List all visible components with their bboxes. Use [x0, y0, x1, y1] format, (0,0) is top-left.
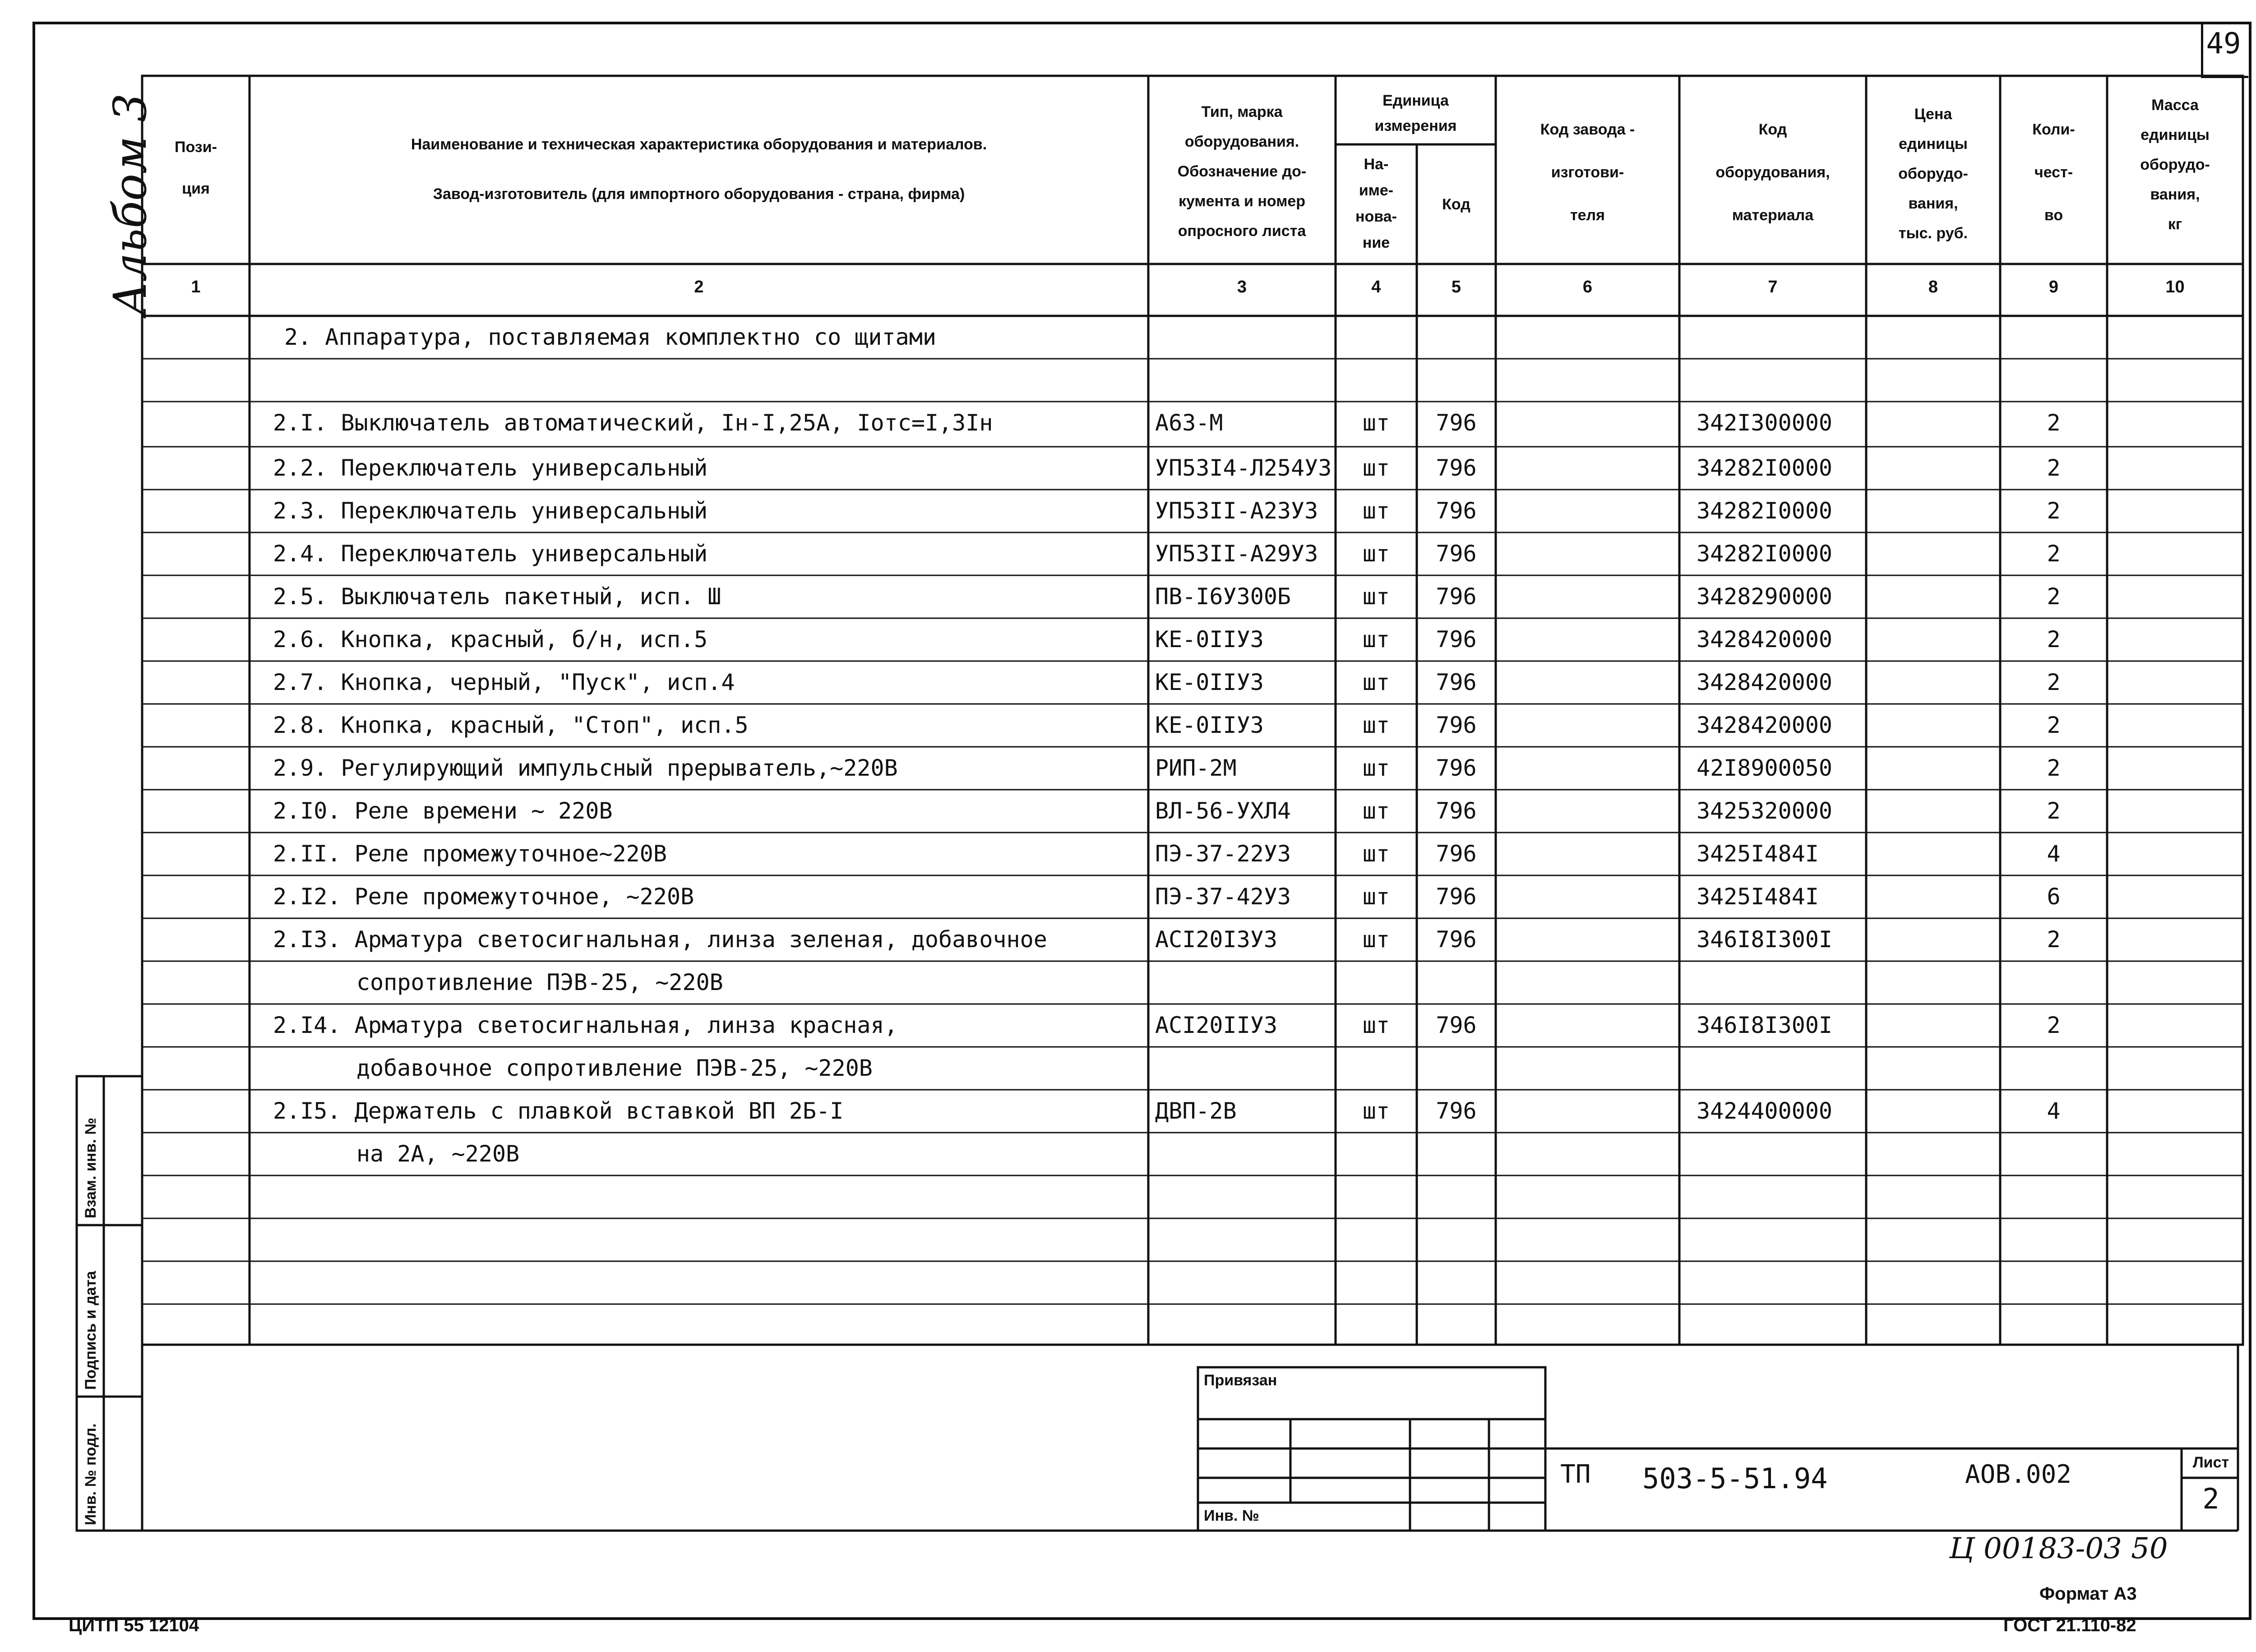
header-col-3 [1148, 97, 1336, 246]
title-block-project-code: 503-5-51.94 [1642, 1462, 1828, 1495]
row-5-material-code: 3428290000 [1697, 583, 1833, 610]
row-15-quantity: 4 [2047, 1098, 2061, 1124]
row-5-unit-code: 796 [1436, 583, 1477, 610]
row-4-name: 2.4. Переключатель универсальный [273, 541, 708, 567]
col-number-8: 8 [1928, 278, 1938, 296]
row-5-type: ПВ-I6У300Б [1155, 583, 1291, 610]
header-col-8-line-2: единицы [1899, 135, 1968, 153]
row-1-quantity: 2 [2047, 410, 2061, 436]
row-12-unit: шт [1362, 884, 1390, 910]
header-col-5: Код [1442, 196, 1470, 213]
col-number-3: 3 [1237, 278, 1247, 296]
row-11-quantity: 4 [2047, 841, 2061, 867]
section-title: 2. Аппаратура, поставляемая комплектно со щитами [284, 324, 936, 350]
col-number-5: 5 [1451, 278, 1461, 296]
header-col-9-line-1: Коли- [2032, 121, 2075, 138]
row-1-unit-code: 796 [1436, 410, 1477, 436]
header-col-2-line-2: Завод-изготовитель (для импортного оборудования - страна, фирма) [433, 185, 965, 203]
header-unit-group-line-2: измерения [1374, 117, 1457, 134]
row-4-quantity: 2 [2047, 541, 2061, 567]
row-5-quantity: 2 [2047, 583, 2061, 610]
header-col-3-line-5: опросного листа [1178, 222, 1306, 240]
row-9-name: 2.9. Регулирующий импульсный прерыватель,~220В [273, 755, 898, 781]
row-1-unit: шт [1362, 410, 1390, 436]
col-number-1: 1 [191, 278, 201, 296]
row-10-type: ВЛ-56-УХЛ4 [1155, 798, 1291, 824]
header-col-7 [1679, 108, 1866, 237]
citp-label: ЦИТП 55 12104 [69, 1615, 199, 1635]
title-block-doc-code: АОВ.002 [1965, 1460, 2072, 1489]
row-14-name-cont: добавочное сопротивление ПЭВ-25, ~220В [356, 1055, 873, 1081]
row-14-unit: шт [1362, 1012, 1390, 1038]
row-3-type: УП53II-А23У3 [1155, 498, 1318, 524]
format-label: Формат А3 [2039, 1584, 2137, 1604]
row-10-name: 2.I0. Реле времени ~ 220В [273, 798, 613, 824]
header-col-4-line-4: ние [1362, 234, 1390, 251]
stamp-inv-podl: Инв. № подл. [82, 1423, 99, 1525]
row-15-unit: шт [1362, 1098, 1390, 1124]
row-15-name: 2.I5. Держатель с плавкой вставкой ВП 2Б-I [273, 1098, 844, 1124]
row-4-type: УП53II-А29У3 [1155, 541, 1318, 567]
row-8-unit: шт [1362, 712, 1390, 738]
row-14-unit-code: 796 [1436, 1012, 1477, 1038]
header-col-10-line-4: вания, [2150, 186, 2200, 203]
row-11-name: 2.II. Реле промежуточное~220В [273, 841, 667, 867]
title-block-tp: ТП [1560, 1460, 1591, 1489]
header-col-9-line-2: чест- [2034, 164, 2073, 181]
row-14-name: 2.I4. Арматура светосигнальная, линза красная, [273, 1012, 898, 1038]
row-6-unit: шт [1362, 626, 1390, 652]
row-2-name: 2.2. Переключатель универсальный [273, 455, 708, 481]
row-12-name: 2.I2. Реле промежуточное, ~220В [273, 884, 694, 910]
header-col-3-line-2: оборудования. [1184, 133, 1299, 150]
header-col-9-line-3: во [2044, 207, 2063, 224]
row-1-name: 2.I. Выключатель автоматический, Iн-I,25A, Iотс=I,3Iн [273, 410, 993, 436]
row-7-unit-code: 796 [1436, 669, 1477, 695]
header-col-3-line-3: Обозначение до- [1177, 163, 1307, 180]
row-13-quantity: 2 [2047, 926, 2061, 953]
row-1-type: А63-М [1155, 410, 1223, 436]
header-col-7-line-1: Код [1758, 121, 1787, 138]
row-13-name: 2.I3. Арматура светосигнальная, линза зеленая, добавочное [273, 926, 1047, 953]
row-10-quantity: 2 [2047, 798, 2061, 824]
row-8-unit-code: 796 [1436, 712, 1477, 738]
header-col-4-line-1: На- [1364, 156, 1389, 173]
row-15-material-code: 3424400000 [1697, 1098, 1833, 1124]
row-4-unit-code: 796 [1436, 541, 1477, 567]
stamp-vzam-inv: Взам. инв. № [82, 1117, 99, 1218]
album-label: Альбом 3 [104, 93, 157, 316]
row-15-name-cont: на 2А, ~220В [356, 1141, 520, 1167]
sheet-number-top: 49 [2206, 27, 2241, 60]
header-col-4 [1336, 151, 1417, 256]
header-col-7-line-2: оборудования, [1715, 164, 1830, 181]
header-col-8-line-3: оборудо- [1898, 165, 1968, 182]
row-9-unit: шт [1362, 755, 1390, 781]
header-col-10-line-5: кг [2168, 216, 2182, 233]
title-block-privyazan: Привязан [1204, 1372, 1277, 1389]
stamp-podpis-data: Подпись и дата [82, 1271, 99, 1390]
row-14-type: АСI20IIУ3 [1155, 1012, 1277, 1038]
row-12-type: ПЭ-37-42У3 [1155, 884, 1291, 910]
row-2-unit-code: 796 [1436, 455, 1477, 481]
header-col-4-line-2: име- [1359, 182, 1394, 199]
row-6-unit-code: 796 [1436, 626, 1477, 652]
row-4-material-code: 34282I0000 [1697, 541, 1833, 567]
row-13-type: АСI20I3У3 [1155, 926, 1277, 953]
row-12-quantity: 6 [2047, 884, 2061, 910]
row-8-name: 2.8. Кнопка, красный, "Стоп", исп.5 [273, 712, 749, 738]
col-number-6: 6 [1582, 278, 1593, 296]
row-3-unit-code: 796 [1436, 498, 1477, 524]
row-2-unit: шт [1362, 455, 1390, 481]
row-6-name: 2.6. Кнопка, красный, б/н, исп.5 [273, 626, 708, 652]
row-7-material-code: 3428420000 [1697, 669, 1833, 695]
row-7-name: 2.7. Кнопка, черный, "Пуск", исп.4 [273, 669, 735, 695]
gost-label: ГОСТ 21.110-82 [2003, 1615, 2136, 1635]
row-10-material-code: 3425320000 [1697, 798, 1833, 824]
row-3-unit: шт [1362, 498, 1390, 524]
row-7-unit: шт [1362, 669, 1390, 695]
header-col-4-line-3: нова- [1355, 208, 1397, 225]
col-number-7: 7 [1768, 278, 1778, 296]
row-8-material-code: 3428420000 [1697, 712, 1833, 738]
row-1-material-code: 342I300000 [1697, 410, 1833, 436]
row-9-type: РИП-2М [1155, 755, 1237, 781]
header-col-6-line-3: теля [1570, 207, 1605, 224]
row-13-unit: шт [1362, 926, 1390, 953]
header-col-8 [1866, 99, 2000, 248]
header-col-7-line-3: материала [1732, 207, 1814, 224]
row-8-type: КЕ-0IIУ3 [1155, 712, 1264, 738]
row-10-unit-code: 796 [1436, 798, 1477, 824]
title-block-list-number: 2 [2202, 1482, 2219, 1515]
row-14-quantity: 2 [2047, 1012, 2061, 1038]
header-col-3-line-4: кумента и номер [1178, 193, 1306, 210]
row-9-unit-code: 796 [1436, 755, 1477, 781]
header-col-1-line-2: ция [182, 180, 210, 197]
header-unit-group-line-1: Единица [1382, 92, 1449, 109]
header-col-6-line-1: Код завода - [1540, 121, 1635, 138]
row-8-quantity: 2 [2047, 712, 2061, 738]
header-unit-group [1336, 88, 1496, 139]
row-13-unit-code: 796 [1436, 926, 1477, 953]
row-11-unit-code: 796 [1436, 841, 1477, 867]
row-11-unit: шт [1362, 841, 1390, 867]
row-15-unit-code: 796 [1436, 1098, 1477, 1124]
header-col-1-line-1: Пози- [175, 139, 217, 156]
row-13-name-cont: сопротивление ПЭВ-25, ~220В [356, 969, 723, 995]
row-9-quantity: 2 [2047, 755, 2061, 781]
col-number-2: 2 [694, 278, 704, 296]
row-9-material-code: 42I8900050 [1697, 755, 1833, 781]
title-block-list-label: Лист [2192, 1454, 2229, 1471]
header-col-1 [142, 126, 250, 209]
row-14-material-code: 346I8I300I [1697, 1012, 1833, 1038]
col-number-9: 9 [2048, 278, 2059, 296]
row-4-unit: шт [1362, 541, 1390, 567]
row-2-material-code: 34282I0000 [1697, 455, 1833, 481]
col-number-4: 4 [1371, 278, 1381, 296]
row-7-type: КЕ-0IIУ3 [1155, 669, 1264, 695]
row-3-quantity: 2 [2047, 498, 2061, 524]
row-6-material-code: 3428420000 [1697, 626, 1833, 652]
header-col-10-line-3: оборудо- [2140, 156, 2210, 173]
row-3-material-code: 34282I0000 [1697, 498, 1833, 524]
col-number-10: 10 [2165, 278, 2185, 296]
row-15-type: ДВП-2В [1155, 1098, 1237, 1124]
row-13-material-code: 346I8I300I [1697, 926, 1833, 953]
header-col-2 [250, 120, 1148, 219]
handwritten-code: Ц 00183-03 50 [1949, 1532, 2168, 1565]
header-col-10 [2107, 90, 2243, 239]
header-col-2-line-1: Наименование и техническая характеристика оборудования и материалов. [411, 136, 987, 153]
row-11-material-code: 3425I484I [1697, 841, 1819, 867]
header-col-3-line-1: Тип, марка [1201, 103, 1283, 120]
header-col-10-line-1: Масса [2151, 97, 2199, 114]
header-col-8-line-5: тыс. руб. [1898, 225, 1968, 242]
row-2-quantity: 2 [2047, 455, 2061, 481]
row-5-unit: шт [1362, 583, 1390, 610]
header-col-6 [1496, 108, 1679, 237]
header-col-6-line-2: изготови- [1551, 164, 1624, 181]
row-3-name: 2.3. Переключатель универсальный [273, 498, 708, 524]
row-12-material-code: 3425I484I [1697, 884, 1819, 910]
row-5-name: 2.5. Выключатель пакетный, исп. Ш [273, 583, 721, 610]
row-7-quantity: 2 [2047, 669, 2061, 695]
row-6-quantity: 2 [2047, 626, 2061, 652]
row-11-type: ПЭ-37-22У3 [1155, 841, 1291, 867]
header-col-10-line-2: единицы [2140, 126, 2210, 143]
row-10-unit: шт [1362, 798, 1390, 824]
header-col-8-line-4: вания, [1908, 195, 1958, 212]
header-col-9 [2000, 108, 2107, 237]
row-2-type: УП53I4-Л254У3 [1155, 455, 1332, 481]
title-block-inv-no: Инв. № [1204, 1507, 1259, 1524]
row-6-type: КЕ-0IIУ3 [1155, 626, 1264, 652]
header-col-8-line-1: Цена [1914, 106, 1952, 123]
row-12-unit-code: 796 [1436, 884, 1477, 910]
